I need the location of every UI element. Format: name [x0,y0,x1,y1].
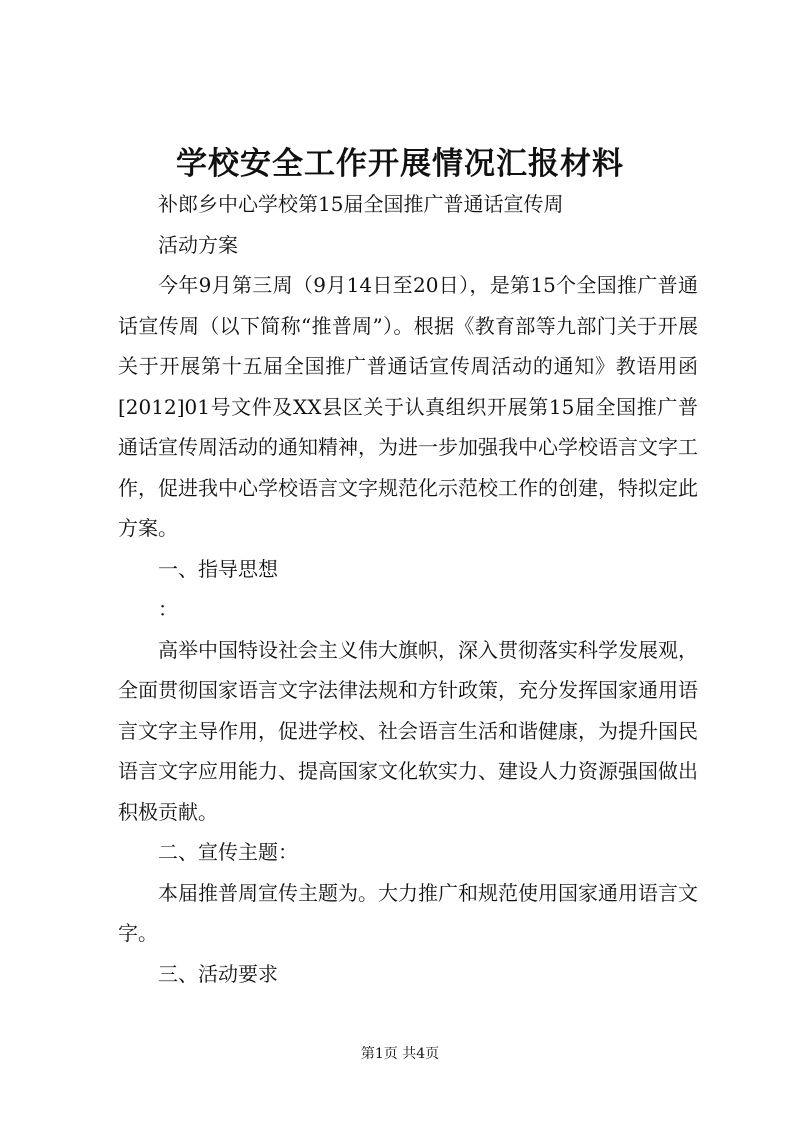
section-3-heading: 三、活动要求 [158,961,278,986]
section-1-paragraph: 高举中国特设社会主义伟大旗帜，深入贯彻落实科学发展观，全面贯彻国家语言文字法律法规和方针政策，充分发挥国家通用语言文字主导作用，促进学校、社会语言生活和谐健康，为提升国民语言文字应用能力、提高国家文化软实力、建设人力资源强国做出积极贡献。 [118,637,698,824]
page-footer: 第1页 共4页 [360,1046,440,1062]
intro-paragraph: 今年9月第三周（9月14日至20日），是第15个全国推广普通话宣传周（以下简称“推普周”）。根据《教育部等九部门关于开展关于开展第十五届全国推广普通话宣传周活动的通知》教语用函[2012]01号文件及XX县区关于认真组织开展第15届全国推广普通话宣传周活动的通知精神，为进一步加强我中心学校语言文字工作，促进我中心学校语言文字规范化示范校工作的创建，特拟定此方案。 [118,273,698,540]
subtitle-line-2: 活动方案 [158,232,238,257]
page-title: 学校安全工作开展情况汇报材料 [176,146,624,182]
subtitle-line-1: 补郎乡中心学校第15届全国推广普通话宣传周 [158,192,564,216]
document-body [118,184,698,994]
section-1-heading: 一、指导思想 [158,556,278,581]
section-1-colon: ： [158,597,178,621]
section-2-paragraph: 本届推普周宣传主题为。大力推广和规范使用国家通用语言文字。 [118,880,698,945]
section-2-heading: 二、宣传主题： [158,840,298,864]
